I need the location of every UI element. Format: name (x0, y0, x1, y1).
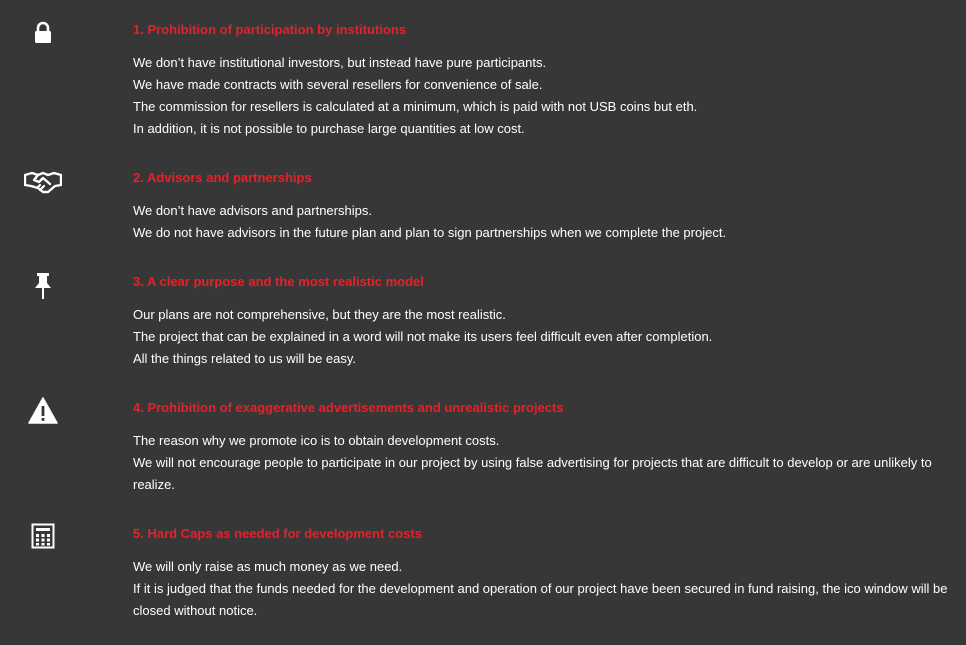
section-title: 1. Prohibition of participation by institutions (133, 22, 406, 37)
section-title: 3. A clear purpose and the most realistic model (133, 274, 424, 289)
handshake-icon (20, 167, 66, 197)
section-body (133, 200, 948, 244)
paragraph-line: All the things related to us will be easy. (133, 351, 357, 366)
paragraph-line: The project that can be explained in a word will not make its users feel difficult even after completion. (133, 329, 713, 344)
warning-icon (20, 395, 66, 425)
section-body (133, 52, 948, 140)
section-body (133, 556, 948, 622)
section-title: 2. Advisors and partnerships (133, 170, 312, 185)
paragraph-line: The commission for resellers is calculated at a minimum, which is paid with not USB coins but eth. (133, 99, 698, 114)
paragraph-line: Our plans are not comprehensive, but they are the most realistic. (133, 307, 506, 322)
paragraph-line: The reason why we promote ico is to obtain development costs. (133, 433, 500, 448)
paragraph-line: We will not encourage people to participate in our project by using false advertising for projects that are difficult to develop or are unlikely to realize. (133, 455, 932, 492)
section-body (133, 430, 948, 496)
section-title: 5. Hard Caps as needed for development costs (133, 526, 422, 541)
paragraph-line: We will only raise as much money as we need. (133, 559, 403, 574)
section-body (133, 304, 948, 370)
pushpin-icon (20, 271, 66, 301)
calculator-icon (20, 521, 66, 551)
paragraph-line: We have made contracts with several resellers for convenience of sale. (133, 77, 543, 92)
paragraph-line: In addition, it is not possible to purchase large quantities at low cost. (133, 121, 525, 136)
paragraph-line: We don’t have advisors and partnerships. (133, 203, 372, 218)
paragraph-line: We don’t have institutional investors, but instead have pure participants. (133, 55, 547, 70)
section-title: 4. Prohibition of exaggerative advertisements and unrealistic projects (133, 400, 564, 415)
paragraph-line: If it is judged that the funds needed for the development and operation of our project have been secured in fund raising, the ico window will be closed without notice. (133, 581, 948, 618)
lock-icon (20, 18, 66, 48)
paragraph-line: We do not have advisors in the future plan and plan to sign partnerships when we complete the project. (133, 225, 727, 240)
